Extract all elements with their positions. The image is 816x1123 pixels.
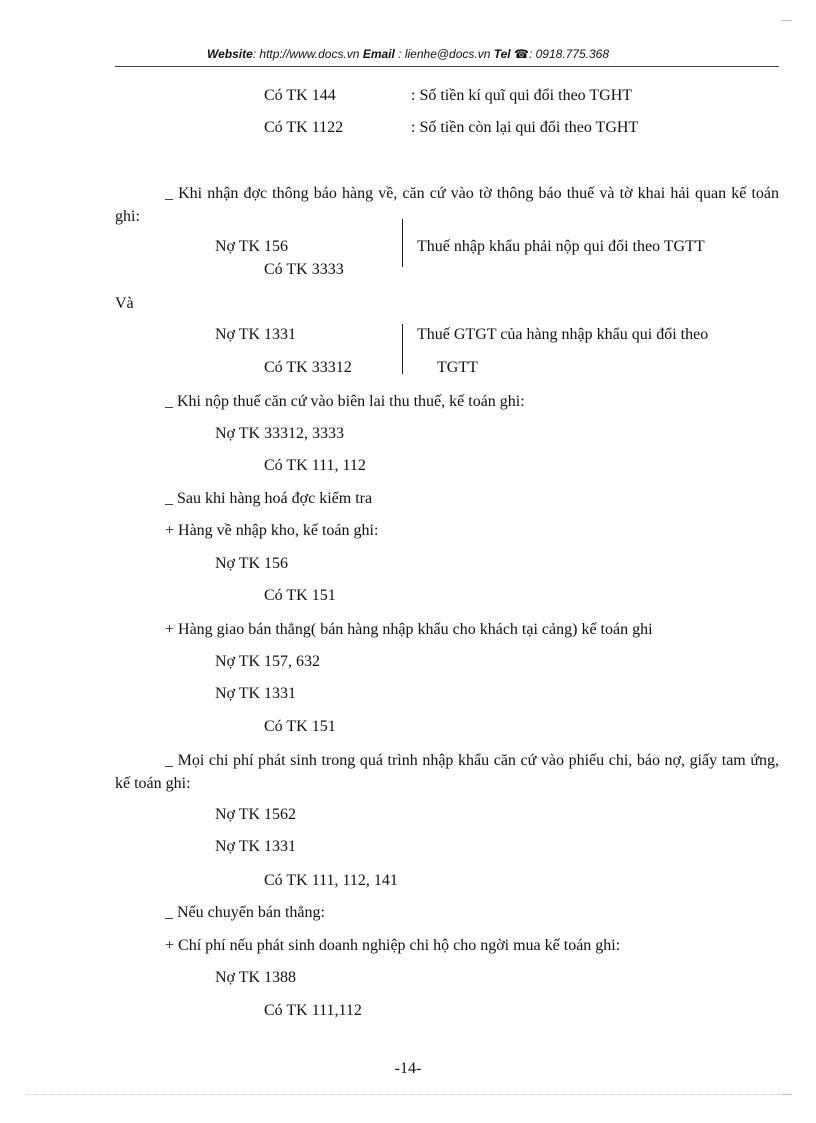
costs-debit-2: Nợ TK 1331 (215, 838, 297, 855)
buyer-costs-heading: + Chí phí nếu phát sinh doanh nghiệp chi hộ cho ngời mua kế toán ghi: (165, 937, 621, 954)
page-number: -14- (394, 1060, 422, 1077)
email-value: : lienhe@docs.vn (398, 47, 491, 61)
and-label: Và (115, 295, 134, 312)
website-value: : http://www.docs.vn (252, 47, 360, 61)
import-tax-desc: Thuế nhập khẩu phải nộp qui đổi theo TGTT (417, 238, 705, 255)
pay-tax-debit: Nợ TK 33312, 3333 (215, 425, 345, 442)
buyer-costs-credit: Có TK 111,112 (264, 1002, 362, 1019)
vat-credit: Có TK 33312 (264, 359, 352, 376)
email-label: Email (362, 47, 395, 61)
corner-tick (782, 20, 792, 21)
credit-1122-desc: : Số tiền còn lại qui đổi theo TGHT (411, 119, 639, 136)
buyer-costs-debit: Nợ TK 1388 (215, 969, 297, 986)
header-rule (115, 66, 779, 67)
phone-icon: ☎ (514, 47, 529, 61)
import-tax-credit: Có TK 3333 (264, 261, 344, 278)
vat-desc-line2: TGTT (437, 359, 478, 376)
tel-value: : 0918.775.368 (528, 47, 610, 61)
credit-144-desc: : Số tiền kí quĩ qui đổi theo TGHT (411, 87, 633, 104)
pay-tax-credit: Có TK 111, 112 (264, 457, 366, 474)
credit-1122: Có TK 1122 (264, 119, 344, 136)
vat-debit: Nợ TK 1331 (215, 326, 297, 343)
warehouse-credit: Có TK 151 (264, 587, 336, 604)
entry-divider (402, 219, 403, 267)
if-direct-heading: _ Nếu chuyển bán thẳng: (165, 904, 325, 921)
direct-sale-heading: + Hàng giao bán thẳng( bán hàng nhập khẩu cho khách tại cảng) kế toán ghi (165, 621, 653, 638)
costs-debit-1: Nợ TK 1562 (215, 806, 297, 823)
import-tax-debit: Nợ TK 156 (215, 238, 289, 255)
vat-desc-line1: Thuế GTGT của hàng nhập khẩu qui đổi theo (417, 326, 709, 343)
pay-tax-heading: _ Khi nộp thuế căn cứ vào biên lai thu thuế, kế toán ghi: (165, 393, 525, 410)
costs-credit: Có TK 111, 112, 141 (264, 872, 398, 889)
costs-paragraph: _ Mọi chi phí phát sinh trong quá trình nhập khẩu căn cứ vào phiếu chi, báo nợ, giấy tam ứng, kế toán ghi: (115, 752, 779, 792)
credit-144: Có TK 144 (264, 87, 336, 104)
notice-paragraph: _ Khi nhận đợc thông báo hàng về, căn cứ vào tờ thông báo thuế và tờ khai hải quan kế toán ghi: (115, 185, 779, 225)
direct-sale-debit-1: Nợ TK 157, 632 (215, 653, 321, 670)
website-label: Website (206, 47, 253, 61)
direct-sale-debit-2: Nợ TK 1331 (215, 685, 297, 702)
warehouse-heading: + Hàng về nhập kho, kế toán ghi: (165, 522, 379, 539)
warehouse-debit: Nợ TK 156 (215, 555, 289, 572)
bottom-rule (25, 1094, 791, 1095)
after-check-heading: _ Sau khi hàng hoá đợc kiểm tra (165, 490, 373, 507)
page-header (0, 47, 816, 61)
entry-divider (402, 324, 403, 374)
corner-tick (782, 1094, 792, 1095)
tel-label: Tel (493, 47, 511, 61)
direct-sale-credit: Có TK 151 (264, 718, 336, 735)
